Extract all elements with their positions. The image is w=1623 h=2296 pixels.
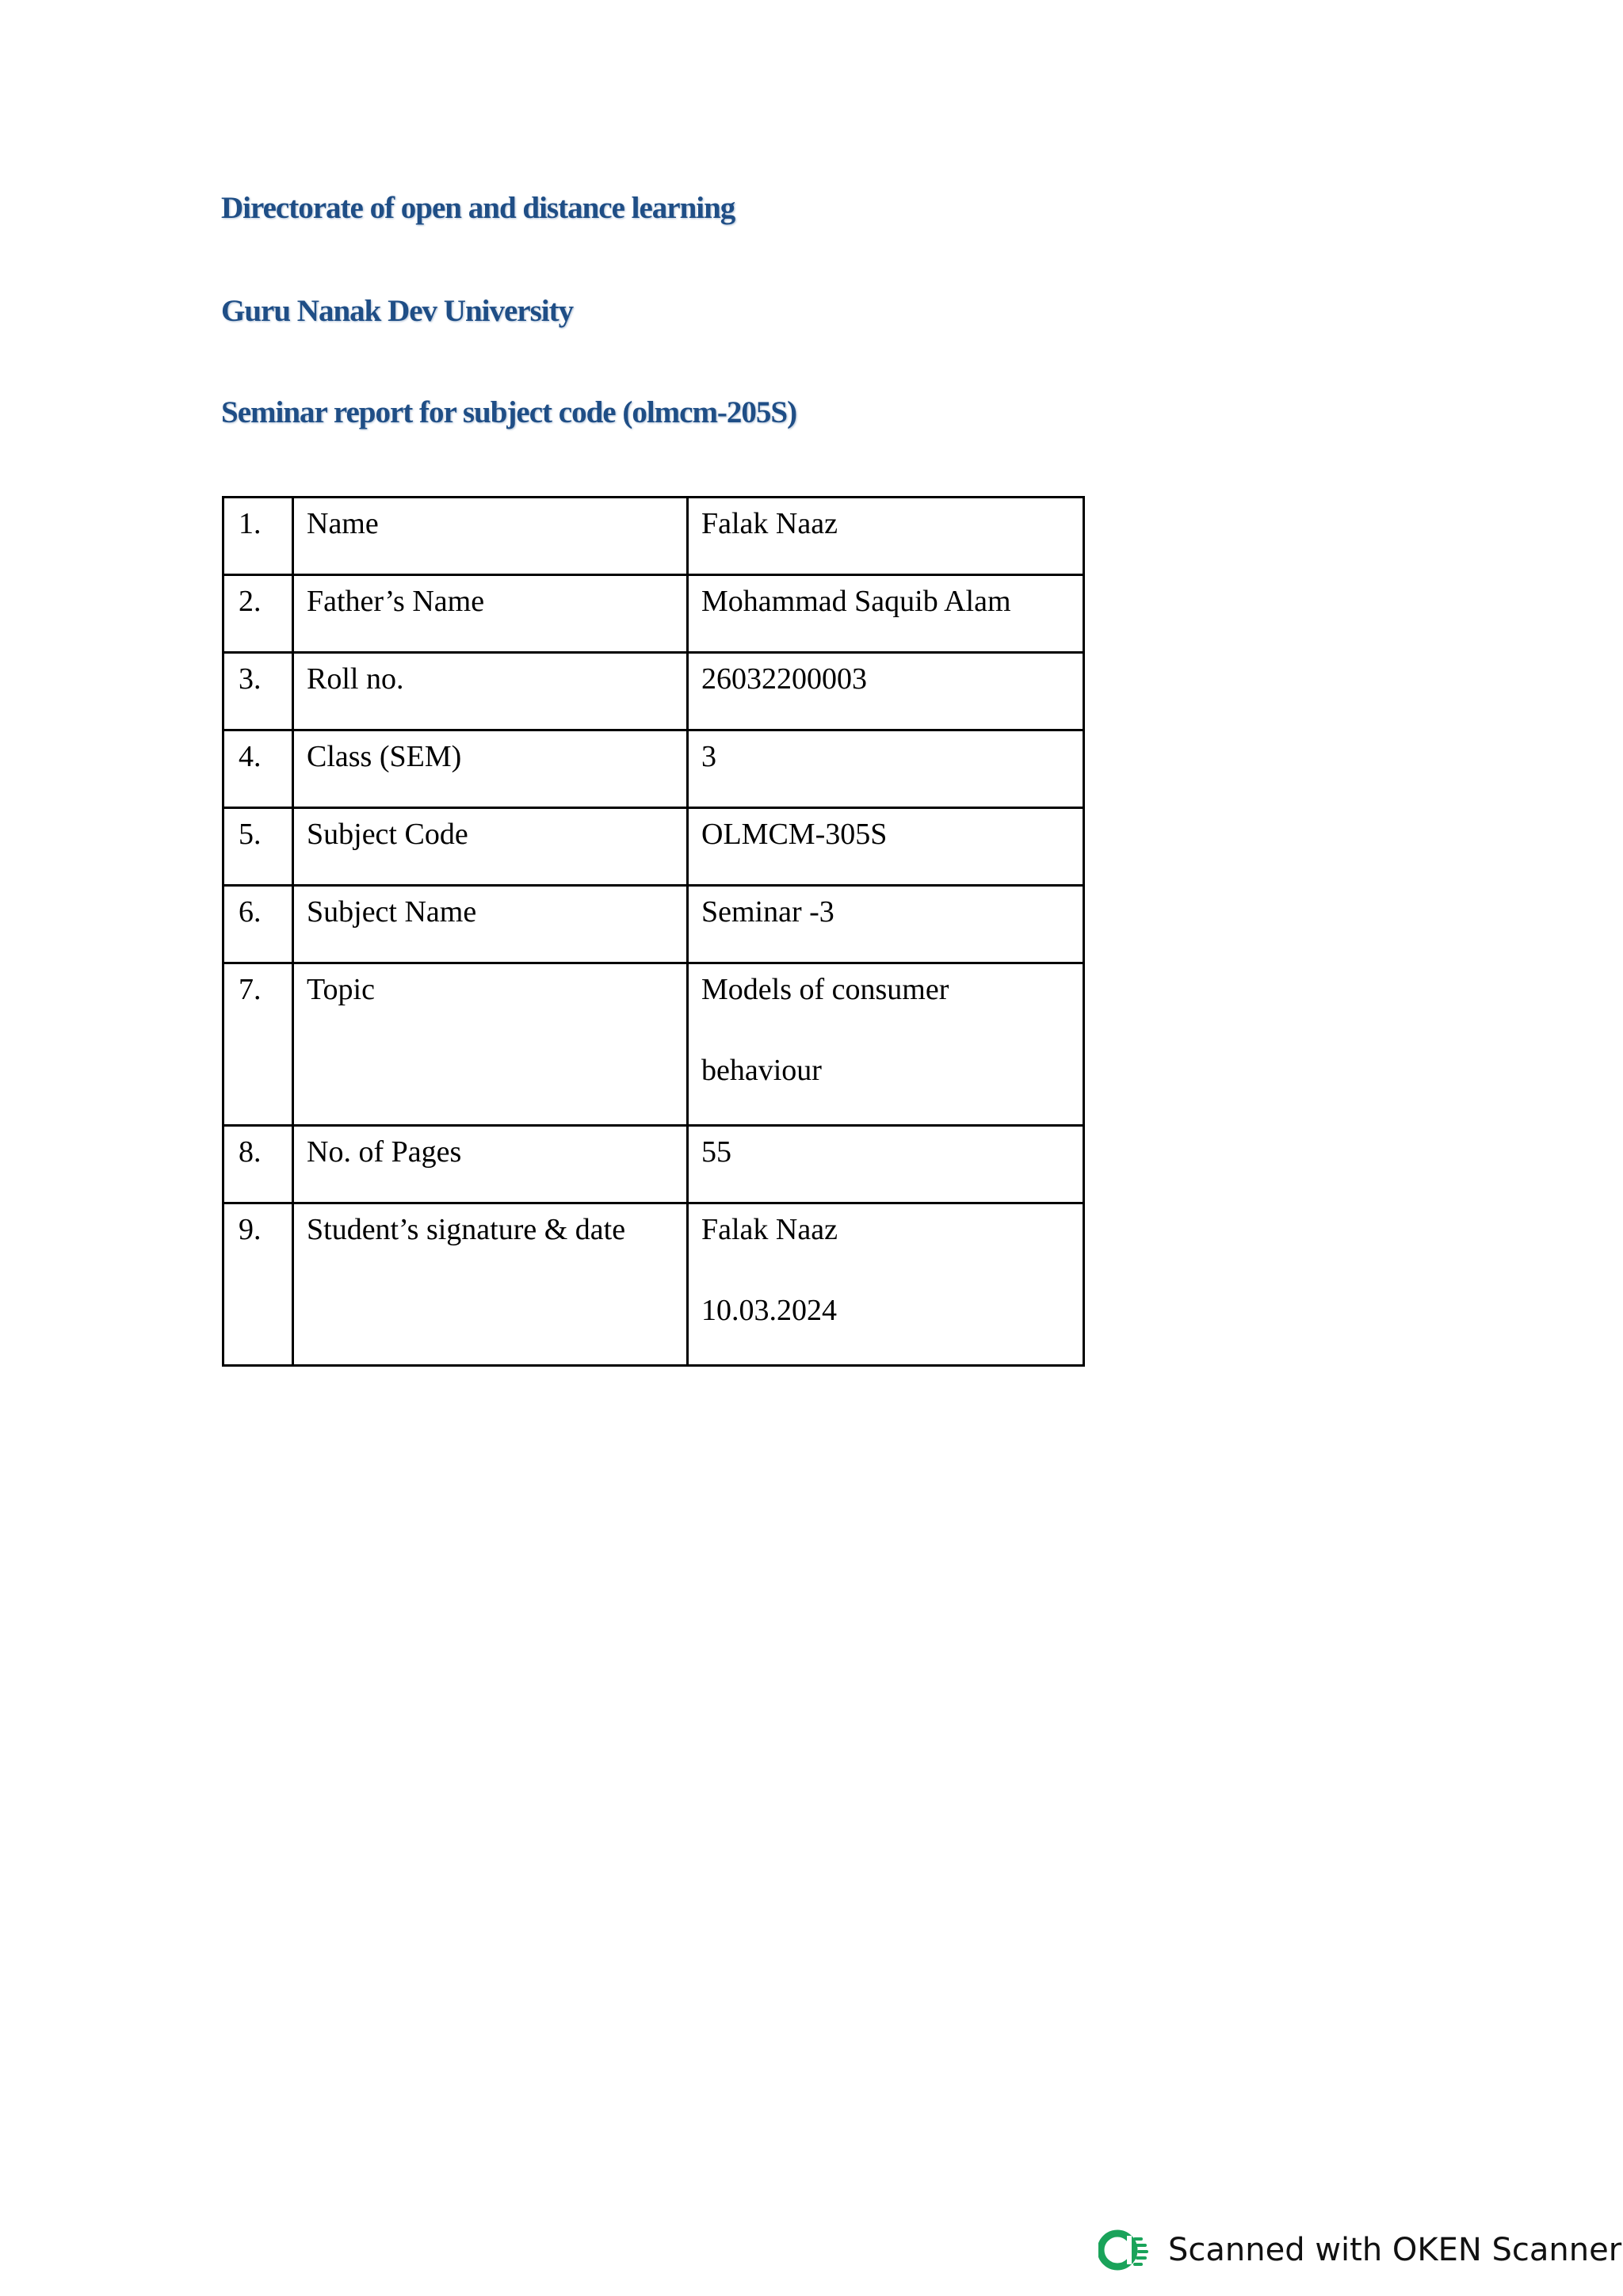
field-label: [293, 1126, 688, 1203]
field-label-text: Subject Code: [307, 818, 468, 851]
field-value-line: Models of consumer: [701, 973, 949, 1006]
row-number-text: 9.: [239, 1213, 262, 1246]
row-number: [223, 886, 293, 963]
field-value-line: Mohammad Saquib Alam: [701, 585, 1011, 618]
row-number-text: 7.: [239, 973, 262, 1006]
field-value: [688, 575, 1084, 653]
row-number-text: 6.: [239, 895, 262, 929]
field-value: [688, 730, 1084, 808]
scanner-watermark: [1098, 2228, 1621, 2272]
field-value-line: OLMCM-305S: [701, 818, 888, 851]
table-row: [223, 963, 1084, 1126]
field-value-line: 3: [701, 740, 716, 773]
field-value-line: Seminar -3: [701, 895, 834, 929]
table-row: [223, 886, 1084, 963]
row-number: [223, 730, 293, 808]
field-label: [293, 886, 688, 963]
field-label-text: Topic: [307, 973, 375, 1006]
field-label-text: Father’s Name: [307, 585, 485, 618]
table-row: [223, 653, 1084, 730]
row-number-text: 3.: [239, 662, 262, 696]
table-row: [223, 730, 1084, 808]
row-number-text: 4.: [239, 740, 262, 773]
row-number-text: 1.: [239, 507, 262, 540]
row-number-text: 2.: [239, 585, 262, 618]
field-value-line: Falak Naaz: [701, 1213, 838, 1246]
field-value-line: 26032200003: [701, 662, 867, 696]
field-label: [293, 1203, 688, 1366]
field-label-text: No. of Pages: [307, 1135, 462, 1169]
field-value: [688, 963, 1084, 1126]
details-table: [222, 496, 1085, 1367]
field-label-text: Class (SEM): [307, 740, 462, 773]
table-row: [223, 498, 1084, 575]
field-value: [688, 653, 1084, 730]
field-value-line: behaviour: [701, 1054, 822, 1087]
field-label: [293, 498, 688, 575]
field-label: [293, 963, 688, 1126]
row-number: [223, 498, 293, 575]
field-label-text: Subject Name: [307, 895, 477, 929]
row-number: [223, 963, 293, 1126]
field-label: [293, 653, 688, 730]
row-number: [223, 653, 293, 730]
field-label: [293, 575, 688, 653]
row-number: [223, 1126, 293, 1203]
scanner-watermark-text: Scanned with OKEN Scanner: [1168, 2232, 1622, 2268]
row-number-text: 5.: [239, 818, 262, 851]
field-label-text: Roll no.: [307, 662, 404, 696]
field-value-line: 55: [701, 1135, 731, 1169]
field-value: [688, 1126, 1084, 1203]
table-row: [223, 1126, 1084, 1203]
table-row: [223, 808, 1084, 886]
row-number: [223, 808, 293, 886]
field-label-text: Student’s signature & date: [307, 1213, 626, 1246]
header-university: Guru Nanak Dev University: [221, 294, 574, 328]
table-row: [223, 1203, 1084, 1366]
field-value-line: 10.03.2024: [701, 1294, 837, 1327]
header-institution: Directorate of open and distance learning: [221, 191, 735, 225]
field-value: [688, 886, 1084, 963]
row-number-text: 8.: [239, 1135, 262, 1169]
row-number: [223, 575, 293, 653]
field-label: [293, 730, 688, 808]
oken-scanner-logo-icon: [1098, 2228, 1154, 2272]
table-row: [223, 575, 1084, 653]
row-number: [223, 1203, 293, 1366]
field-value-line: Falak Naaz: [701, 507, 838, 540]
header-report-title: Seminar report for subject code (olmcm-205S): [221, 395, 797, 429]
field-value: [688, 1203, 1084, 1366]
field-value: [688, 498, 1084, 575]
details-table-body: [223, 498, 1084, 1366]
field-value: [688, 808, 1084, 886]
field-label-text: Name: [307, 507, 379, 540]
field-label: [293, 808, 688, 886]
